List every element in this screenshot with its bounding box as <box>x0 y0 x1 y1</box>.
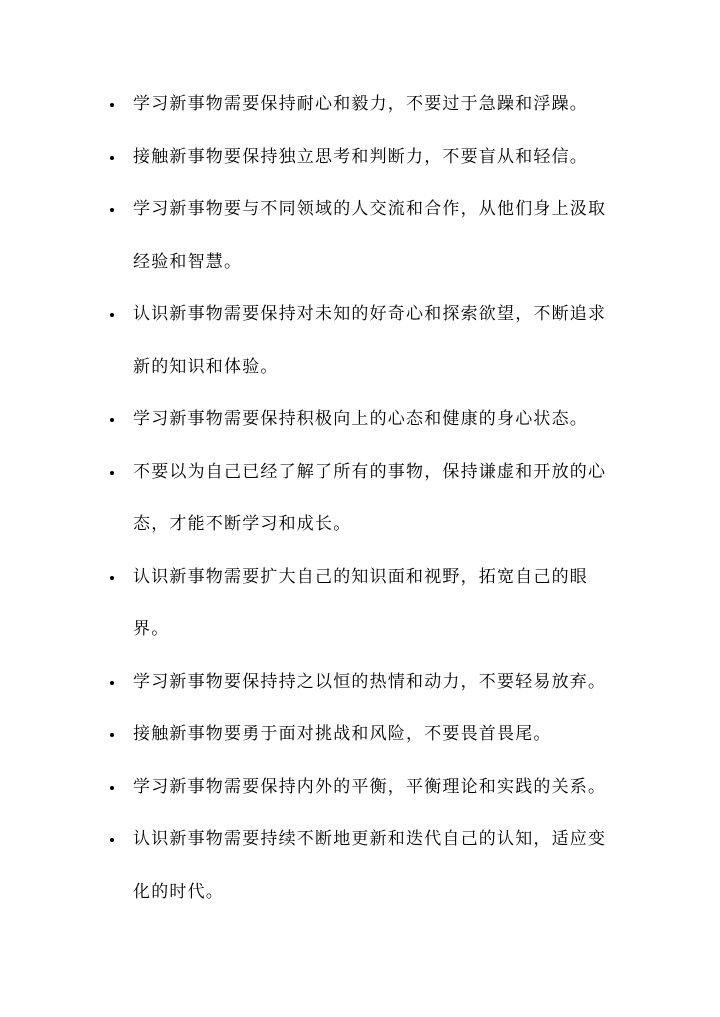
bullet-icon <box>110 313 114 317</box>
list-item <box>102 813 622 918</box>
list-item <box>102 393 622 446</box>
list-item <box>102 131 622 184</box>
list-item-text: 认识新事物需要保持对未知的好奇心和探索欲望，不断追求新的知识和体验。 <box>133 304 607 377</box>
list-item <box>102 288 622 393</box>
bullet-icon <box>110 786 114 790</box>
list-item <box>102 656 622 709</box>
list-item-text: 学习新事物要保持持之以恒的热情和动力，不要轻易放弃。 <box>133 671 607 692</box>
bullet-icon <box>110 576 114 580</box>
bullet-icon <box>110 733 114 737</box>
bullet-icon <box>110 681 114 685</box>
bullet-icon <box>110 156 114 160</box>
bullet-list <box>102 78 622 918</box>
list-item-text: 学习新事物需要保持内外的平衡，平衡理论和实践的关系。 <box>133 776 607 797</box>
bullet-icon <box>110 208 114 212</box>
list-item <box>102 78 622 131</box>
list-item-text: 不要以为自己已经了解了所有的事物，保持谦虚和开放的心态，才能不断学习和成长。 <box>133 461 607 534</box>
list-item <box>102 446 622 551</box>
bullet-icon <box>110 103 114 107</box>
list-item-text: 接触新事物要保持独立思考和判断力，不要盲从和轻信。 <box>133 146 588 167</box>
list-item <box>102 708 622 761</box>
bullet-icon <box>110 471 114 475</box>
list-item <box>102 183 622 288</box>
list-item <box>102 761 622 814</box>
bullet-icon <box>110 838 114 842</box>
list-item-text: 认识新事物需要扩大自己的知识面和视野，拓宽自己的眼界。 <box>133 566 588 639</box>
list-item-text: 学习新事物需要保持积极向上的心态和健康的身心状态。 <box>133 409 588 429</box>
list-item-text: 接触新事物要勇于面对挑战和风险，不要畏首畏尾。 <box>133 724 552 744</box>
list-item <box>102 551 622 656</box>
bullet-icon <box>110 418 114 422</box>
list-item-text: 认识新事物需要持续不断地更新和迭代自己的认知，适应变化的时代。 <box>133 829 607 902</box>
list-item-text: 学习新事物需要保持耐心和毅力，不要过于急躁和浮躁。 <box>133 94 588 114</box>
list-item-text: 学习新事物要与不同领域的人交流和合作，从他们身上汲取经验和智慧。 <box>133 199 607 272</box>
